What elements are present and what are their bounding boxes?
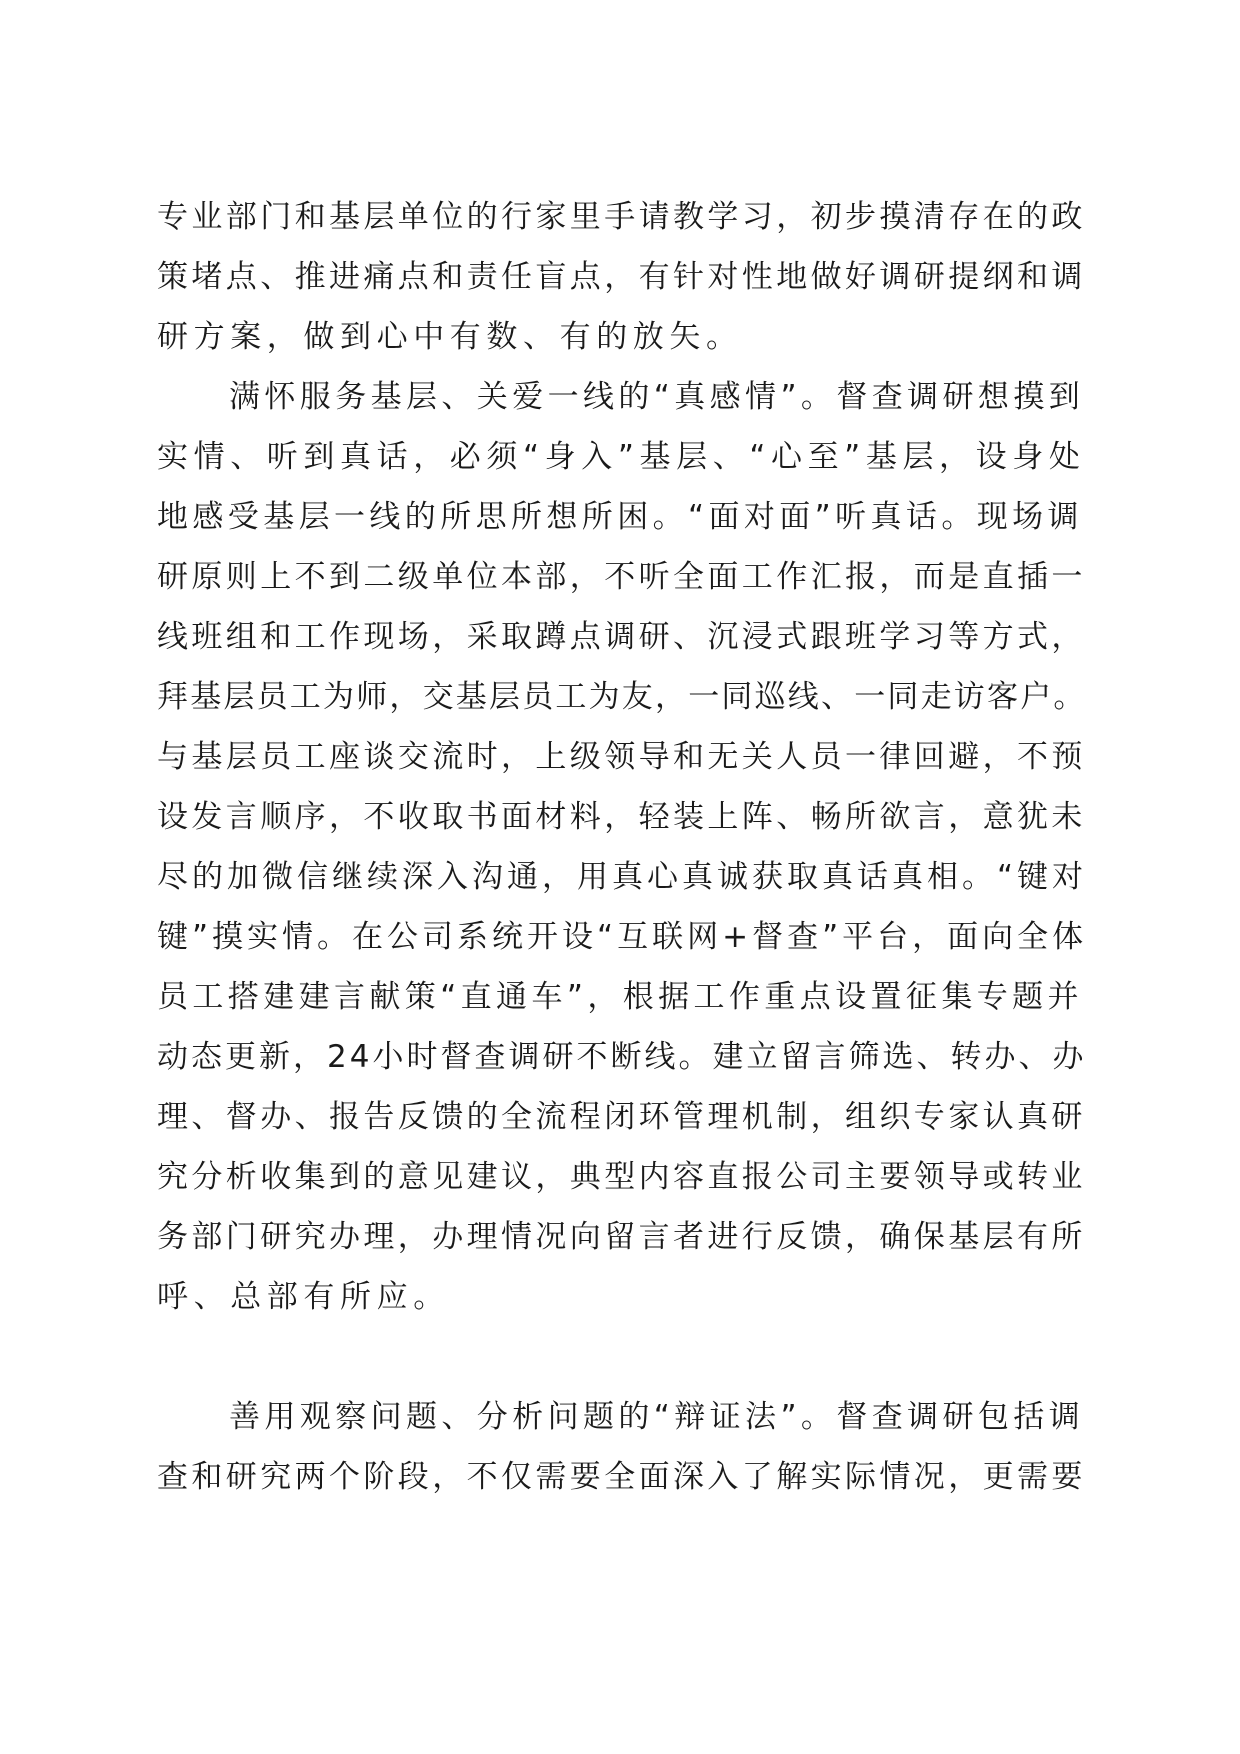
text-line: 策堵点、推进痛点和责任盲点，有针对性地做好调研提纲和调 [157, 259, 1086, 295]
paragraph-2 [157, 367, 1087, 1387]
text-line: 究分析收集到的意见建议，典型内容直报公司主要领导或转业 [157, 1159, 1086, 1195]
body-text [157, 187, 1087, 1507]
text-line: 尽的加微信继续深入沟通，用真心真诚获取真话真相。“键对 [157, 859, 1088, 895]
text-line: 理、督办、报告反馈的全流程闭环管理机制，组织专家认真研 [157, 1099, 1086, 1135]
text-line: 研原则上不到二级单位本部，不听全面工作汇报，而是直插一 [157, 559, 1086, 595]
text-line: 拜基层员工为师，交基层员工为友，一同巡线、一同走访客户。 [157, 679, 1087, 715]
text-line [157, 1327, 1087, 1387]
text-line: 呼、总部有所应。 [157, 1279, 450, 1315]
text-line: 专业部门和基层单位的行家里手请教学习，初步摸清存在的政 [157, 199, 1086, 235]
text-line: 员工搭建建言献策“直通车”，根据工作重点设置征集专题并 [157, 979, 1083, 1015]
paragraph-3 [157, 1387, 1087, 1507]
text-line: 研方案，做到心中有数、有的放矢。 [157, 319, 743, 355]
text-line: 动态更新，24小时督查调研不断线。建立留言筛选、转办、办 [157, 1039, 1087, 1075]
text-line: 地感受基层一线的所思所想所困。“面对面”听真话。现场调 [157, 499, 1083, 535]
paragraph-1 [157, 187, 1087, 367]
text-line: 实情、听到真话，必须“身入”基层、“心至”基层，设身处 [157, 439, 1086, 475]
text-line: 线班组和工作现场，采取蹲点调研、沉浸式跟班学习等方式， [157, 619, 1086, 655]
text-line: 满怀服务基层、关爱一线的“真感情”。督查调研想摸到 [229, 379, 1085, 415]
text-line: 设发言顺序，不收取书面材料，轻装上阵、畅所欲言，意犹未 [157, 799, 1086, 835]
text-line: 善用观察问题、分析问题的“辩证法”。督查调研包括调 [229, 1399, 1085, 1435]
text-line: 键”摸实情。在公司系统开设“互联网+督查”平台，面向全体 [157, 919, 1088, 955]
text-line: 与基层员工座谈交流时，上级领导和无关人员一律回避，不预 [157, 739, 1086, 775]
text-line: 查和研究两个阶段，不仅需要全面深入了解实际情况，更需要 [157, 1459, 1086, 1495]
text-line: 务部门研究办理，办理情况向留言者进行反馈，确保基层有所 [157, 1219, 1086, 1255]
